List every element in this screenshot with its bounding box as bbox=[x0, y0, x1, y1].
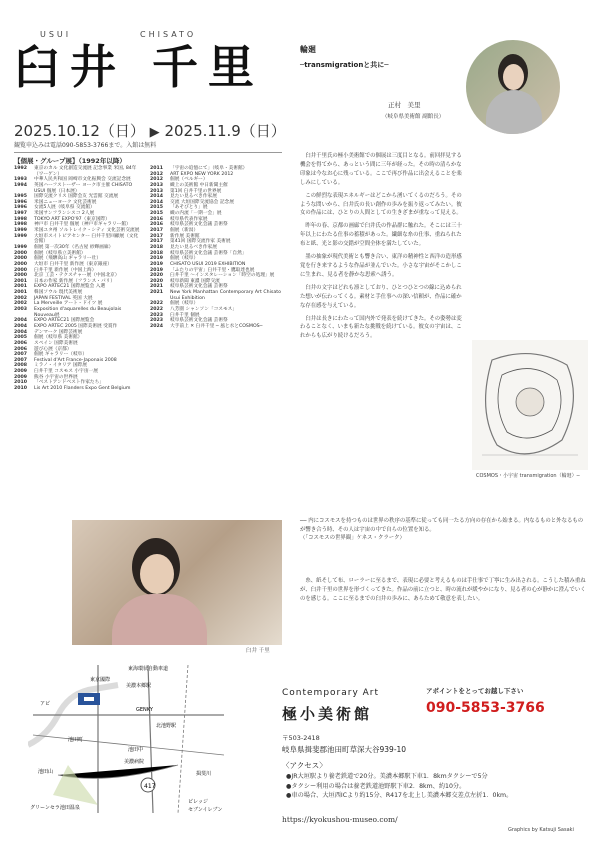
career-event: 米国ユタ州 ソルトレイク・シティ 文化芸術交流展 bbox=[34, 228, 140, 234]
career-row bbox=[150, 290, 282, 301]
career-event: EXPO ARTEC 2005 国際美術展 受賞作 bbox=[34, 323, 118, 329]
career-year: 2014 bbox=[150, 194, 164, 200]
career-event: 臼井千里 個展 bbox=[170, 312, 200, 318]
admission-note: 観覧申込みは電話090-5853-3766まで。入館は無料 bbox=[14, 142, 157, 149]
access-map bbox=[28, 665, 224, 813]
artist-name: 臼井 千里 bbox=[14, 40, 265, 94]
essay-paragraph: 墨の抽象が現代美術とも響き合い、東洋の精神性と西洋の造形感覚を行き来するような作品が並んでいた。小さな宇宙がそこかしこに生まれ、見る者を静かな思索へ誘う。 bbox=[300, 254, 462, 278]
career-event: 「ベストアンドベスト作家たち」 bbox=[34, 380, 104, 386]
career-event: 北京 工芸・テクスチャー展（中国北京） bbox=[34, 273, 120, 279]
career-event: 岐阜県芸術文化会議 芸術祭 bbox=[170, 284, 228, 290]
career-title: 【個展・グループ展】（1992年以降） bbox=[14, 157, 126, 165]
career-event: 「あそびとり」展 bbox=[170, 205, 208, 211]
date-start: 2025.10.12（日） bbox=[14, 122, 145, 140]
career-year: 2010 bbox=[14, 385, 28, 391]
career-event: La Merveille アート・ドイツ 展 bbox=[34, 301, 103, 307]
career-event: EXPO ARTEC21 国際展覧会 入選 bbox=[34, 284, 106, 290]
map-label: 揖斐川 bbox=[196, 771, 212, 777]
career-year: 2012 bbox=[150, 171, 164, 177]
career-year: 2023 bbox=[150, 318, 164, 324]
map-label: ビレッジ bbox=[188, 799, 208, 805]
career-year: 1995 bbox=[14, 194, 28, 200]
career-year: 2019 bbox=[150, 267, 164, 273]
divider bbox=[14, 152, 282, 153]
career-event: 第41回 国際交流作家 美術展 bbox=[170, 239, 231, 245]
career-year: 1996 bbox=[14, 199, 28, 205]
career-year: 2017 bbox=[150, 233, 164, 239]
website-link[interactable]: https://kyokushou-museo.com/ bbox=[282, 815, 398, 824]
career-event: Festival d'Art France-Japonais 2008 bbox=[34, 357, 117, 363]
map-label: 北池野駅 bbox=[156, 723, 177, 729]
career-year: 2015 bbox=[150, 205, 164, 211]
career-year: 1999 bbox=[14, 228, 28, 234]
date-end: 2025.11.9（日） bbox=[164, 122, 286, 140]
career-column-left bbox=[14, 166, 142, 392]
career-year: 2022 bbox=[150, 307, 164, 313]
career-event: JAPAN FESTIVAL 英国 大展 bbox=[34, 295, 93, 301]
career-year: 2000 bbox=[14, 250, 28, 256]
career-year: 2003 bbox=[14, 307, 28, 313]
career-year: 2004 bbox=[14, 323, 28, 329]
career-event: 織上の美術館 中日新聞主催 bbox=[170, 182, 228, 188]
career-event: 米国サンフランシスコ 2人展 bbox=[34, 211, 95, 217]
graphics-credit: Graphics by Katsuji Sasaki bbox=[508, 827, 574, 833]
career-year: 2018 bbox=[150, 244, 164, 250]
career-year: 2011 bbox=[150, 166, 164, 171]
career-event: 個展（飛騨高山 ギャラリー壮） bbox=[34, 256, 102, 262]
career-year: 2021 bbox=[150, 284, 164, 290]
career-event: 個展（岐阜県 美術館） bbox=[34, 335, 83, 341]
essay-author-role: （岐阜県美術館 副館長） bbox=[382, 114, 445, 120]
career-event: 女流5人展（岐阜県 交流館） bbox=[34, 205, 95, 211]
route-shield-icon: 417 bbox=[144, 783, 156, 790]
career-event: 個展（岐阜） bbox=[170, 301, 199, 307]
career-year: 2009 bbox=[14, 369, 28, 375]
career-event: 見たい見るべき作家展 bbox=[170, 244, 217, 250]
career-event: 「宇宙の追憶にて」（岐阜・美術館） bbox=[170, 166, 248, 171]
career-event: 見たい見るべき作家展 bbox=[170, 194, 217, 200]
career-row bbox=[14, 386, 142, 392]
career-year: 2013 bbox=[150, 182, 164, 188]
career-event: 個展（岐阜） bbox=[170, 256, 199, 262]
map-label: 池田山 bbox=[38, 769, 54, 775]
career-year: 2001 bbox=[14, 290, 28, 296]
career-event: 大手前上 ✕ 臼井千里 ─ 風と水とCOSMOS─ bbox=[170, 323, 263, 329]
career-event: CHISATO USUI 2019 EXHIBITION bbox=[170, 261, 246, 267]
career-year: 2017 bbox=[150, 228, 164, 234]
artwork-drawing bbox=[472, 340, 588, 470]
map-label: 東京國際 bbox=[90, 677, 111, 683]
career-event: TOKYO ART EXPO'97（東京国際） bbox=[34, 216, 110, 222]
career-year: 1999 bbox=[14, 233, 28, 239]
career-event: 臼井千里 ～インスタレーション「時空の処理」展 bbox=[170, 273, 275, 279]
career-year: 2007 bbox=[14, 352, 28, 358]
career-year: 2002 bbox=[14, 295, 28, 301]
career-year: 1992 bbox=[14, 166, 28, 171]
career-year: 2017 bbox=[150, 239, 164, 245]
career-event: ミラノ・イタリア 国際展 bbox=[34, 363, 87, 369]
career-event: 遊び心展（京都） bbox=[34, 346, 72, 352]
essay-quote: ── 内にコスモスを持つものは世界の秩序の基準に従っても同一たる方向の存在から始まる。内なるものと外なるものが響き合う時、その人は宇宙の中で自らの位置を知る。 （「コスモスの世界観」ケネス・クラーク） bbox=[300, 518, 584, 542]
romaji-given-name: CHISATO bbox=[140, 30, 197, 39]
career-event: スペイン 国際美術展 bbox=[34, 340, 78, 346]
map-label: アビ bbox=[40, 701, 51, 707]
romaji-surname: USUI bbox=[40, 30, 72, 39]
career-event: 東京のカル 文化創造交流展 記念事業 米国, 84年（ワーゲン） bbox=[34, 166, 137, 177]
career-event: 個展 第一次30年（名古屋 紗輝画廊） bbox=[34, 244, 114, 250]
career-event: 米国ニューヨーク 文化芸術展 bbox=[34, 199, 97, 205]
career-event: New York Manhattan Contemporary Art Chisato Usui Exhibition bbox=[170, 290, 281, 301]
essay-paragraph: この鮮烈な表現エネルギーはどこから湧いてくるのだろう。そのような問いから、臼井氏の長い創作の歩みを振り返ってみたい。彼女の作品には、ひとりの人間としての生きざまが重なって見える。 bbox=[300, 192, 462, 217]
career-year: 2000 bbox=[14, 273, 28, 279]
career-event: 韓国ソウル 現代美術展 bbox=[34, 290, 83, 296]
career-year: 1998 bbox=[14, 216, 28, 222]
career-event: 熊谷 小宇宙の世界展 bbox=[34, 374, 78, 380]
career-year: 2009 bbox=[14, 374, 28, 380]
career-year: 2001 bbox=[14, 278, 28, 284]
essay-paragraph: 臼井の文字はどれも凛としており、ひとつひとつの線に込められた想いが伝わってくる。素材と手仕事への深い信頼が、作品に確かな存在感を与えている。 bbox=[300, 284, 462, 309]
career-event: 岐阜新聞 東濃 国際交流 bbox=[170, 278, 220, 284]
career-year: 2020 bbox=[150, 273, 164, 279]
career-event: 臼井千里 新作展（中国上海） bbox=[34, 267, 97, 273]
career-event: 国際交流クリス 国際会友 光雲館 交流展 bbox=[34, 194, 119, 200]
career-event: ART EXPO NEW YORK 2012 bbox=[170, 171, 234, 177]
map-drawing bbox=[28, 665, 224, 813]
access-list bbox=[286, 772, 512, 801]
phone-number[interactable]: 090-5853-3766 bbox=[426, 700, 545, 716]
career-year: 1999 bbox=[14, 244, 28, 250]
career-year: 2005 bbox=[14, 335, 28, 341]
career-year: 2013 bbox=[150, 188, 164, 194]
essay-body-2 bbox=[300, 577, 588, 604]
career-event: 日本の作家 新作展（フランス・パリ） bbox=[34, 278, 116, 284]
career-row bbox=[14, 166, 142, 177]
career-year: 1997 bbox=[14, 211, 28, 217]
map-label: 池田町 bbox=[68, 737, 84, 743]
map-label: 東海環状自動車道 bbox=[128, 666, 169, 672]
career-year: 2004 bbox=[14, 329, 28, 335]
career-event: 個展（ベルギー） bbox=[170, 177, 208, 183]
career-event: デンマーク 国際芸術展 bbox=[34, 329, 83, 335]
career-event: 大垣市スイトピアセンター 臼井千里回顧展（文化会館） bbox=[34, 233, 139, 245]
essay-subtitle: ─transmigrationと共に─ bbox=[300, 61, 389, 69]
career-year: 2000 bbox=[14, 261, 28, 267]
exhibition-dates bbox=[14, 120, 286, 141]
artwork-image bbox=[472, 340, 588, 470]
career-event: 個展（新潟） bbox=[170, 228, 199, 234]
essay-author: 正村 美里 bbox=[388, 101, 421, 109]
career-year: 1993 bbox=[14, 177, 28, 183]
artwork-caption: COSMOS・小宇宙 transmigration（輪廻）─ bbox=[476, 473, 580, 479]
career-year: 2001 bbox=[14, 284, 28, 290]
career-row bbox=[14, 183, 142, 194]
career-event: 個展 ギャラリー（岐阜） bbox=[34, 352, 88, 358]
postal-code: 〒503-2418 bbox=[282, 734, 320, 742]
address: 岐阜県揖斐郡池田町草深大谷939-10 bbox=[282, 745, 407, 754]
museum-name-jp: 極小美術館 bbox=[282, 705, 373, 723]
essay-paragraph: 臼井千里氏の極小美術館での個展は三度目となる。前回拝見する機会を得てから、あっという間に三年が経った。その時の清らかな印象は今なお心に残っている。ここで再び作品に出会えることを楽しみにしている。 bbox=[300, 153, 462, 186]
map-label: 美濃病院 bbox=[124, 759, 145, 765]
career-row bbox=[14, 307, 142, 318]
access-title: 〈アクセス〉 bbox=[282, 761, 327, 770]
career-event: 交流 大垣国際交流協会 記念展 bbox=[170, 199, 234, 205]
career-event: 神戸市 臼井千里 個展（神戸市ギャラリー館） bbox=[34, 222, 131, 228]
career-event: 織の内流「一期一会」展 bbox=[170, 211, 222, 217]
career-row bbox=[14, 234, 142, 245]
access-item: ●車の場合、大垣西ICより約15分、R417を北上し美濃本郷交差点左折1．0km。 bbox=[286, 792, 513, 800]
career-event: Lis Art 2010 Flanders Expo Gent Belgium bbox=[34, 385, 131, 391]
career-year: 2021 bbox=[150, 290, 164, 296]
career-year: 2015 bbox=[150, 211, 164, 217]
essay-paragraph: 昨年の春、京都の画廊で臼井氏の作品群に触れた。そこには三十年以上にわたる仕事の蓄積があった。繊細な糸の仕事、重ねられた布と紙、光と影の交錯が空間全体を満たしていた。 bbox=[300, 223, 462, 248]
career-event: EXPO ARTEC21 国際展覧会 bbox=[34, 318, 95, 324]
essay-title: 輪廻 bbox=[300, 45, 316, 54]
career-year: 1996 bbox=[14, 205, 28, 211]
career-event: Exposition d'aquarelles du Beaujolais Nouveau展 bbox=[34, 307, 122, 318]
career-year: 2002 bbox=[14, 301, 28, 307]
career-year: 2014 bbox=[150, 199, 164, 205]
career-column-right bbox=[150, 166, 282, 330]
career-event: 大垣市 臼井千里 新作展（東京銀座） bbox=[34, 261, 112, 267]
career-event: 岐阜県代表作家展 bbox=[170, 216, 208, 222]
career-year: 2018 bbox=[150, 250, 164, 256]
access-item: ●JR大垣駅より養老鉄道で20分。美濃本郷駅下車1．8kmタクシーで5分 bbox=[286, 773, 488, 780]
career-event: 英国ハーフストーザー ヨーク市主催 CHISATO USUI 個展（日本展） bbox=[34, 182, 133, 194]
career-year: 2016 bbox=[150, 222, 164, 228]
career-row bbox=[150, 324, 282, 330]
artist-photo bbox=[72, 520, 282, 645]
date-arrow-icon: ▶ bbox=[149, 125, 160, 140]
career-event: 「ふたりの宇宙」臼井千里・鷹取達也展 bbox=[170, 267, 255, 273]
map-label: GENKY bbox=[136, 707, 153, 713]
career-year: 1998 bbox=[14, 222, 28, 228]
essay-paragraph: 臼井は長きにわたって国内外で発表を続けてきた。その姿勢は変わることなく、いまも新たな挑戦を続けている。彼女の宇宙は、これからも広がり続けるだろう。 bbox=[300, 315, 462, 340]
map-label: 池田中 bbox=[128, 747, 144, 753]
access-item: ●タクシー利用の場合は養老鉄道池野駅下車2．8km、約10分。 bbox=[286, 782, 466, 790]
essay-body bbox=[300, 152, 466, 345]
map-label: 美濃本郷駅 bbox=[126, 683, 152, 689]
career-event: 新作展 美術館 bbox=[170, 233, 200, 239]
career-event: 八芳園 シャンソン「コスモス」 bbox=[170, 307, 238, 313]
career-year: 2000 bbox=[14, 267, 28, 273]
career-year: 2000 bbox=[14, 256, 28, 262]
career-event: 中華人民共和国 岡崎市文化振興会 交流記念展 bbox=[34, 177, 131, 183]
essay-paragraph: 糸、紙そして布、ローラーに至るまで、表現に必要と考えるものは手仕事で丁寧に生み出される。こうした積み重ねが、臼井千里の世界を形づくってきた。作品の前に立つと、時の流れが緩やかになり、見る者の心が静かに澄んでいくのを感じる。ここに至るまでの臼井の歩みに、あらためて敬意を表したい。 bbox=[300, 578, 586, 602]
career-event: 第1回 臼井千里の世界展 bbox=[170, 188, 222, 194]
career-year: 2010 bbox=[14, 380, 28, 386]
appointment-note: アポイントをとってお越し下さい bbox=[426, 687, 524, 695]
career-year: 2004 bbox=[14, 318, 28, 324]
career-year: 1994 bbox=[14, 182, 28, 188]
career-year: 2007 bbox=[14, 357, 28, 363]
career-year: 2006 bbox=[14, 346, 28, 352]
career-year: 2022 bbox=[150, 301, 164, 307]
career-event: 臼井千里 コスモス 小宇宙一展 bbox=[34, 369, 98, 375]
career-event: 岐阜県芸術文化会議 芸術祭「自然」 bbox=[170, 250, 247, 256]
career-year: 2008 bbox=[14, 363, 28, 369]
career-event: 個展（岐阜県立美術館） bbox=[34, 250, 86, 256]
career-year: 2012 bbox=[150, 177, 164, 183]
career-year: 2006 bbox=[14, 340, 28, 346]
museum-name-en: Contemporary Art bbox=[282, 688, 380, 698]
career-event: 岐阜県芸術文化会議 芸術祭 bbox=[170, 222, 228, 228]
career-year: 2023 bbox=[150, 312, 164, 318]
career-year: 2019 bbox=[150, 261, 164, 267]
map-label: セブンイレブン bbox=[188, 807, 223, 813]
map-label: グリーンセラ池田温泉 bbox=[30, 805, 80, 811]
career-year: 2024 bbox=[150, 323, 164, 329]
career-year: 2019 bbox=[150, 256, 164, 262]
career-year: 2016 bbox=[150, 216, 164, 222]
author-photo bbox=[466, 40, 560, 134]
career-event: 岐阜県芸術文化会議 芸術祭 bbox=[170, 318, 228, 324]
career-year: 2020 bbox=[150, 278, 164, 284]
artist-photo-caption: 臼井 千里 bbox=[246, 648, 270, 654]
